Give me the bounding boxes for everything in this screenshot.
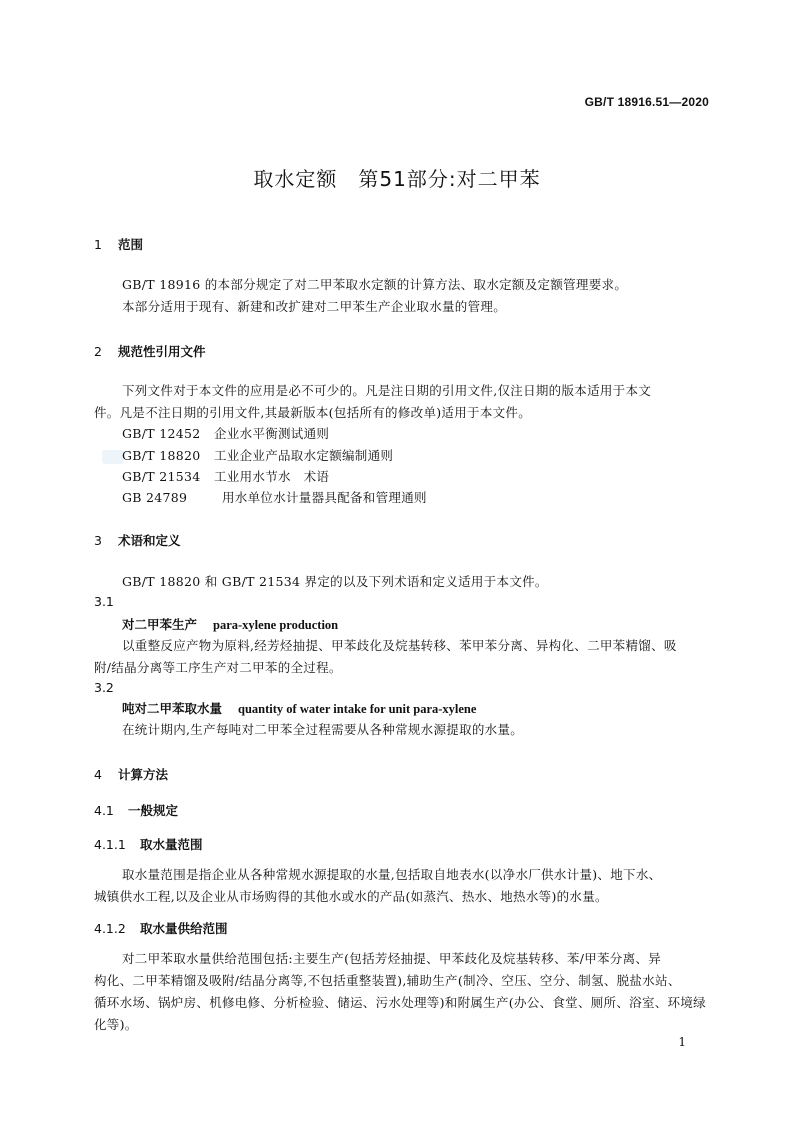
subsection-4-1-heading xyxy=(94,801,178,819)
section-2-heading xyxy=(94,342,206,360)
reference-item xyxy=(122,467,329,485)
term-zh: 吨对二甲苯取水量 xyxy=(122,701,223,716)
term-en: quantity of water intake for unit para-xylene xyxy=(238,702,477,716)
term-entry xyxy=(122,699,476,717)
paragraph: GB/T 18916 的本部分规定了对二甲苯取水定额的计算方法、取水定额及定额管理要求。 xyxy=(122,277,628,292)
reference-code: GB/T 12452 xyxy=(122,426,201,441)
reference-code: GB/T 21534 xyxy=(122,469,201,484)
paragraph-line: 化等)。 xyxy=(94,1017,138,1032)
section-number: 1 xyxy=(94,237,102,252)
section-number: 2 xyxy=(94,344,102,359)
term-definition-line: 以重整反应产物为原料,经芳烃抽提、甲苯歧化及烷基转移、苯甲苯分离、异构化、二甲苯精馏、吸 xyxy=(122,638,677,653)
reference-item xyxy=(122,424,329,442)
term-zh: 对二甲苯生产 xyxy=(122,617,198,632)
standard-number: GB/T 18916.51—2020 xyxy=(584,95,709,109)
reference-title: 企业水平衡测试通则 xyxy=(214,426,330,441)
document-title: 取水定额 第51部分:对二甲苯 xyxy=(253,167,541,191)
term-en: para-xylene production xyxy=(213,618,339,632)
paragraph-line: 取水量范围是指企业从各种常规水源提取的水量,包括取自地表水(以净水厂供水计量)、地下水、 xyxy=(122,867,662,882)
paragraph-line: 构化、二甲苯精馏及吸附/结晶分离等,不包括重整装置),辅助生产(制冷、空压、空分、制氢、脱盐水站、 xyxy=(94,973,681,988)
section-title: 范围 xyxy=(118,237,144,252)
reference-title: 用水单位水计量器具配备和管理通则 xyxy=(222,490,427,505)
term-definition-line: 附/结晶分离等工序生产对二甲苯的全过程。 xyxy=(94,660,342,675)
paragraph-line: 下列文件对于本文件的应用是必不可少的。凡是注日期的引用文件,仅注日期的版本适用于本文 xyxy=(122,383,652,398)
reference-item xyxy=(122,446,393,464)
subsection-number: 4.1.1 xyxy=(94,837,126,852)
paragraph-line: 城镇供水工程,以及企业从市场购得的其他水或水的产品(如蒸汽、热水、地热水等)的水量。 xyxy=(94,889,608,904)
paragraph-line: 循环水场、锅炉房、机修电修、分析检验、储运、污水处理等)和附属生产(办公、食堂、厕所、浴室、环境绿 xyxy=(94,995,706,1010)
section-title: 计算方法 xyxy=(118,767,169,782)
subsection-title: 取水量供给范围 xyxy=(140,921,228,936)
reference-item xyxy=(122,488,427,506)
subsection-title: 取水量范围 xyxy=(140,837,203,852)
section-title: 规范性引用文件 xyxy=(118,344,206,359)
subsection-number: 4.1 xyxy=(94,803,114,818)
section-number: 4 xyxy=(94,767,102,782)
term-number: 3.1 xyxy=(94,594,114,609)
paragraph-line: 对二甲苯取水量供给范围包括:主要生产(包括芳烃抽提、甲苯歧化及烷基转移、苯/甲苯分离、异 xyxy=(122,951,662,966)
reference-title: 工业企业产品取水定额编制通则 xyxy=(214,448,394,463)
reference-code: GB/T 18820 xyxy=(122,448,201,463)
subsection-4-1-2-heading xyxy=(94,919,228,937)
reference-code: GB 24789 xyxy=(122,490,188,505)
paragraph: 本部分适用于现有、新建和改扩建对二甲苯生产企业取水量的管理。 xyxy=(122,299,507,314)
paragraph-line: 件。凡是不注日期的引用文件,其最新版本(包括所有的修改单)适用于本文件。 xyxy=(94,405,532,420)
term-number: 3.2 xyxy=(94,680,114,695)
subsection-4-1-1-heading xyxy=(94,835,203,853)
page-number: 1 xyxy=(678,1035,686,1049)
section-4-heading xyxy=(94,765,168,783)
section-1-heading xyxy=(94,235,143,253)
subsection-title: 一般规定 xyxy=(128,803,179,818)
subsection-number: 4.1.2 xyxy=(94,921,126,936)
term-definition-line: 在统计期内,生产每吨对二甲苯全过程需要从各种常规水源提取的水量。 xyxy=(122,722,524,737)
paragraph: GB/T 18820 和 GB/T 21534 界定的以及下列术语和定义适用于本文件。 xyxy=(122,574,548,589)
reference-title: 工业用水节水 术语 xyxy=(214,469,330,484)
section-number: 3 xyxy=(94,533,102,548)
section-3-heading xyxy=(94,531,181,549)
section-title: 术语和定义 xyxy=(118,533,181,548)
watermark-smudge xyxy=(102,450,124,464)
term-entry xyxy=(122,615,338,633)
